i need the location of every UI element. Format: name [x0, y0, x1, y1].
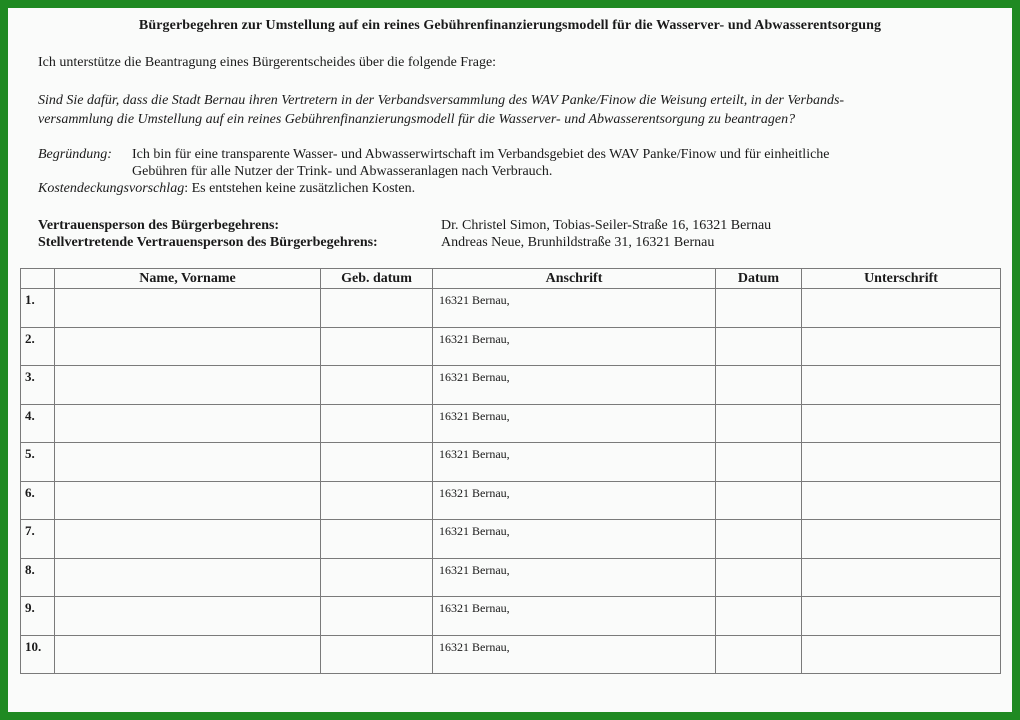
reason-label: Begründung:: [38, 147, 112, 162]
header-birthdate: Geb. datum: [321, 269, 433, 289]
name-cell[interactable]: [55, 404, 321, 443]
date-cell[interactable]: [716, 443, 802, 482]
table-row: [21, 289, 1001, 328]
deputy-value: Andreas Neue, Brunhildstraße 31, 16321 Bernau: [441, 235, 715, 250]
name-cell[interactable]: [55, 597, 321, 636]
date-cell[interactable]: [716, 481, 802, 520]
date-cell[interactable]: [716, 520, 802, 559]
reason-line: Gebühren für alle Nutzer der Trink- und Abwasseranlagen nach Verbrauch.: [132, 164, 553, 179]
table-row: [21, 558, 1001, 597]
address-cell[interactable]: 16321 Bernau,: [433, 520, 716, 559]
address-cell[interactable]: 16321 Bernau,: [433, 443, 716, 482]
name-cell[interactable]: [55, 481, 321, 520]
signature-cell[interactable]: [802, 443, 1001, 482]
table-row: [21, 327, 1001, 366]
ballot-question: [38, 91, 968, 129]
date-cell[interactable]: [716, 635, 802, 674]
table-row: [21, 481, 1001, 520]
birthdate-cell[interactable]: [321, 443, 433, 482]
row-number: 6.: [21, 481, 55, 520]
row-number: 3.: [21, 366, 55, 405]
date-cell[interactable]: [716, 289, 802, 328]
cost-label: Kostendeckungsvorschlag: [38, 181, 185, 196]
header-name: Name, Vorname: [55, 269, 321, 289]
signature-cell[interactable]: [802, 520, 1001, 559]
birthdate-cell[interactable]: [321, 597, 433, 636]
signature-cell[interactable]: [802, 597, 1001, 636]
table-row: [21, 366, 1001, 405]
header-address: Anschrift: [433, 269, 716, 289]
birthdate-cell[interactable]: [321, 366, 433, 405]
name-cell[interactable]: [55, 289, 321, 328]
reason-line: Ich bin für eine transparente Wasser- und Abwasserwirtschaft im Verbandsgebiet des WAV Panke/Finow und für einheitliche: [132, 147, 830, 162]
contact-value: Dr. Christel Simon, Tobias-Seiler-Straße 16, 16321 Bernau: [441, 218, 772, 233]
reason-text: [132, 146, 952, 180]
row-number: 2.: [21, 327, 55, 366]
birthdate-cell[interactable]: [321, 635, 433, 674]
birthdate-cell[interactable]: [321, 327, 433, 366]
address-cell[interactable]: 16321 Bernau,: [433, 597, 716, 636]
birthdate-cell[interactable]: [321, 404, 433, 443]
name-cell[interactable]: [55, 443, 321, 482]
cost-text: : Es entstehen keine zusätzlichen Kosten.: [184, 181, 416, 196]
table-row: [21, 635, 1001, 674]
address-cell[interactable]: 16321 Bernau,: [433, 481, 716, 520]
address-cell[interactable]: 16321 Bernau,: [433, 366, 716, 405]
header-date: Datum: [716, 269, 802, 289]
table-row: [21, 597, 1001, 636]
name-cell[interactable]: [55, 327, 321, 366]
header-signature: Unterschrift: [802, 269, 1001, 289]
row-number: 7.: [21, 520, 55, 559]
signature-cell[interactable]: [802, 327, 1001, 366]
table-header-row: [21, 269, 1001, 289]
question-line: Sind Sie dafür, dass die Stadt Bernau ihren Vertretern in der Verbandsversammlung des WAV Panke/Finow die Weisung erteilt, in der Verbands-: [38, 93, 845, 108]
birthdate-cell[interactable]: [321, 481, 433, 520]
signature-cell[interactable]: [802, 481, 1001, 520]
name-cell[interactable]: [55, 520, 321, 559]
table-row: [21, 404, 1001, 443]
date-cell[interactable]: [716, 597, 802, 636]
table-row: [21, 443, 1001, 482]
row-number: 4.: [21, 404, 55, 443]
name-cell[interactable]: [55, 366, 321, 405]
table-row: [21, 520, 1001, 559]
row-number: 10.: [21, 635, 55, 674]
contact-label: Vertrauensperson des Bürgerbegehrens:: [38, 218, 280, 233]
document-title: Bürgerbegehren zur Umstellung auf ein reines Gebührenfinanzierungsmodell für die Wasserver- und Abwasserentsorgung: [138, 18, 882, 33]
question-line: versammlung die Umstellung auf ein reines Gebührenfinanzierungsmodell für die Wasserver- und Abwasserentsorgung zu beantragen?: [38, 112, 796, 127]
signature-table: [20, 268, 1001, 674]
row-number: 8.: [21, 558, 55, 597]
birthdate-cell[interactable]: [321, 520, 433, 559]
petition-form: [8, 8, 1012, 712]
address-cell[interactable]: 16321 Bernau,: [433, 327, 716, 366]
signature-cell[interactable]: [802, 289, 1001, 328]
cost-coverage: [38, 181, 415, 197]
header-number: [21, 269, 55, 289]
date-cell[interactable]: [716, 327, 802, 366]
name-cell[interactable]: [55, 635, 321, 674]
address-cell[interactable]: 16321 Bernau,: [433, 289, 716, 328]
signature-cell[interactable]: [802, 366, 1001, 405]
date-cell[interactable]: [716, 366, 802, 405]
address-cell[interactable]: 16321 Bernau,: [433, 635, 716, 674]
birthdate-cell[interactable]: [321, 289, 433, 328]
signature-cell[interactable]: [802, 404, 1001, 443]
row-number: 9.: [21, 597, 55, 636]
date-cell[interactable]: [716, 404, 802, 443]
birthdate-cell[interactable]: [321, 558, 433, 597]
intro-text: Ich unterstütze die Beantragung eines Bürgerentscheides über die folgende Frage:: [38, 55, 497, 70]
name-cell[interactable]: [55, 558, 321, 597]
row-number: 5.: [21, 443, 55, 482]
date-cell[interactable]: [716, 558, 802, 597]
signature-cell[interactable]: [802, 558, 1001, 597]
signature-cell[interactable]: [802, 635, 1001, 674]
row-number: 1.: [21, 289, 55, 328]
address-cell[interactable]: 16321 Bernau,: [433, 404, 716, 443]
address-cell[interactable]: 16321 Bernau,: [433, 558, 716, 597]
deputy-label: Stellvertretende Vertrauensperson des Bürgerbegehrens:: [38, 235, 378, 250]
